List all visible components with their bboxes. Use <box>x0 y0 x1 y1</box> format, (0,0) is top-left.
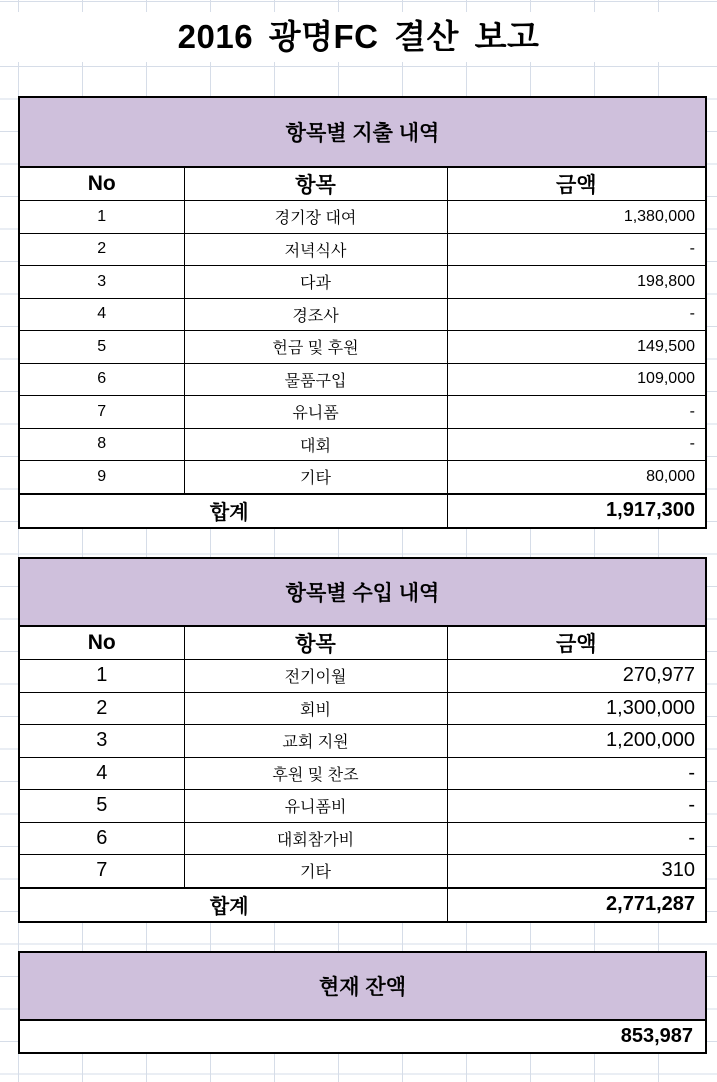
row-amount: - <box>447 822 705 855</box>
expense-table <box>20 168 705 527</box>
expense-column-header-row <box>20 168 705 201</box>
row-item: 기타 <box>184 461 447 494</box>
row-number: 6 <box>20 363 184 396</box>
row-number: 1 <box>20 660 184 693</box>
column-header-amount: 금액 <box>447 627 705 660</box>
row-amount: 1,200,000 <box>447 725 705 758</box>
table-row <box>20 790 705 823</box>
income-panel-header: 항목별 수입 내역 <box>20 559 705 627</box>
total-value: 1,917,300 <box>447 494 705 527</box>
total-value: 2,771,287 <box>447 888 705 921</box>
row-amount: - <box>447 428 705 461</box>
total-row <box>20 888 705 921</box>
row-amount: 198,800 <box>447 266 705 299</box>
row-number: 9 <box>20 461 184 494</box>
row-amount: - <box>447 233 705 266</box>
table-row <box>20 266 705 299</box>
row-amount: 109,000 <box>447 363 705 396</box>
total-label: 합계 <box>20 888 447 921</box>
row-item: 교회 지원 <box>184 725 447 758</box>
income-table <box>20 627 705 921</box>
row-amount: 1,300,000 <box>447 692 705 725</box>
table-row <box>20 660 705 693</box>
row-amount: 149,500 <box>447 331 705 364</box>
table-row <box>20 331 705 364</box>
table-row <box>20 725 705 758</box>
report-title: 2016 광명FC 결산 보고 <box>0 12 717 62</box>
income-table-body <box>20 627 705 921</box>
expense-panel-header: 항목별 지출 내역 <box>20 98 705 168</box>
expense-panel <box>18 96 707 529</box>
column-header-no: No <box>20 627 184 660</box>
total-label: 합계 <box>20 494 447 527</box>
row-item: 경조사 <box>184 298 447 331</box>
row-number: 7 <box>20 396 184 429</box>
row-amount: 270,977 <box>447 660 705 693</box>
row-number: 8 <box>20 428 184 461</box>
column-header-no: No <box>20 168 184 201</box>
column-header-amount: 금액 <box>447 168 705 201</box>
table-row <box>20 757 705 790</box>
row-number: 5 <box>20 790 184 823</box>
balance-panel <box>18 951 707 1054</box>
balance-panel-header: 현재 잔액 <box>20 953 705 1021</box>
column-header-item: 항목 <box>184 627 447 660</box>
table-row <box>20 428 705 461</box>
row-amount: - <box>447 790 705 823</box>
row-number: 4 <box>20 757 184 790</box>
row-number: 1 <box>20 201 184 234</box>
row-item: 경기장 대여 <box>184 201 447 234</box>
income-panel <box>18 557 707 923</box>
table-row <box>20 396 705 429</box>
row-item: 대회참가비 <box>184 822 447 855</box>
row-amount: 80,000 <box>447 461 705 494</box>
row-number: 3 <box>20 266 184 299</box>
row-item: 대회 <box>184 428 447 461</box>
row-item: 물품구입 <box>184 363 447 396</box>
row-item: 후원 및 찬조 <box>184 757 447 790</box>
table-row <box>20 201 705 234</box>
row-item: 다과 <box>184 266 447 299</box>
row-item: 유니폼 <box>184 396 447 429</box>
row-number: 7 <box>20 855 184 888</box>
row-item: 기타 <box>184 855 447 888</box>
table-row <box>20 363 705 396</box>
row-number: 3 <box>20 725 184 758</box>
income-column-header-row <box>20 627 705 660</box>
row-number: 5 <box>20 331 184 364</box>
row-number: 4 <box>20 298 184 331</box>
balance-value: 853,987 <box>620 1025 693 1047</box>
table-row <box>20 233 705 266</box>
row-amount: 1,380,000 <box>447 201 705 234</box>
row-amount: - <box>447 396 705 429</box>
row-item: 유니폼비 <box>184 790 447 823</box>
row-amount: - <box>447 757 705 790</box>
table-row <box>20 822 705 855</box>
row-number: 6 <box>20 822 184 855</box>
row-item: 저녁식사 <box>184 233 447 266</box>
expense-table-body <box>20 168 705 527</box>
row-amount: 310 <box>447 855 705 888</box>
table-row <box>20 461 705 494</box>
row-amount: - <box>447 298 705 331</box>
table-row <box>20 298 705 331</box>
row-item: 전기이월 <box>184 660 447 693</box>
row-item: 헌금 및 후원 <box>184 331 447 364</box>
row-item: 회비 <box>184 692 447 725</box>
row-number: 2 <box>20 233 184 266</box>
total-row <box>20 494 705 527</box>
column-header-item: 항목 <box>184 168 447 201</box>
table-row <box>20 692 705 725</box>
row-number: 2 <box>20 692 184 725</box>
table-row <box>20 855 705 888</box>
